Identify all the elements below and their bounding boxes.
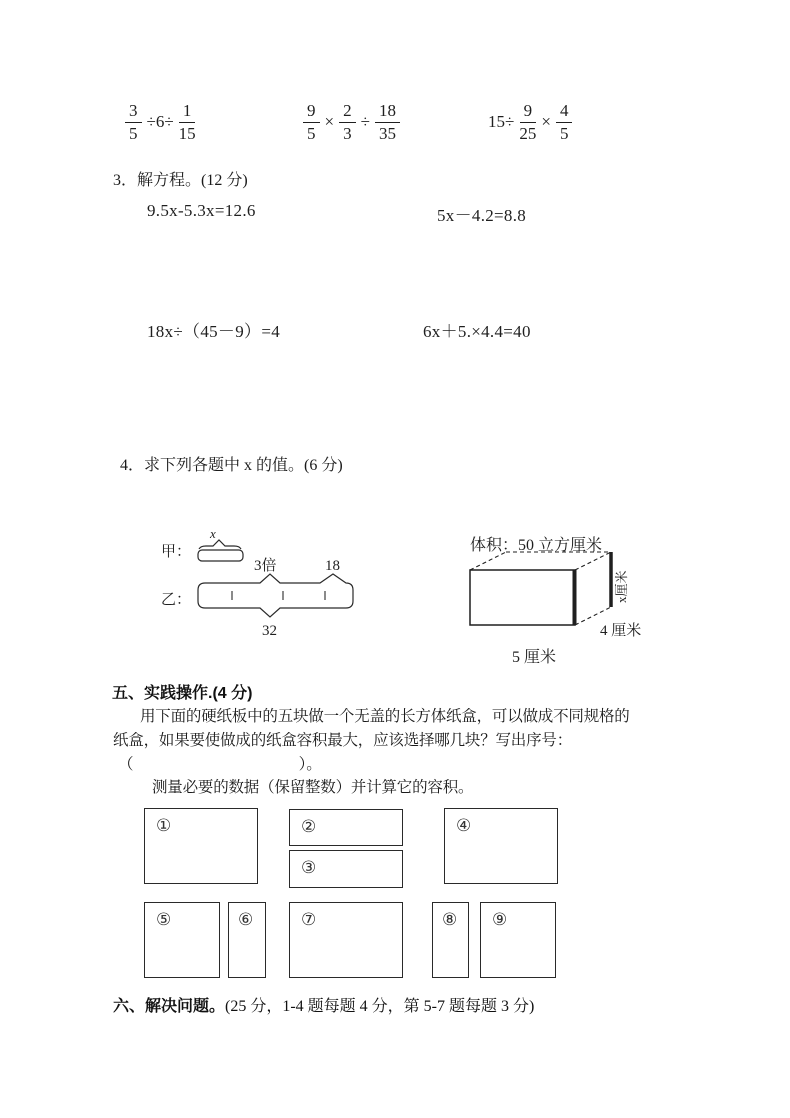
measure-instruction: 测量必要的数据（保留整数）并计算它的容积。 — [152, 779, 474, 796]
cuboid-top-left-edge — [470, 552, 506, 570]
depth-label: 4 厘米 — [600, 623, 642, 639]
math-operator: ÷6÷ — [146, 112, 174, 131]
cardboard-piece — [144, 808, 258, 884]
calc-expression-1 — [125, 96, 196, 148]
solve-section-title: 3．解方程。(12 分) — [113, 172, 248, 189]
fraction: $\frac{3}{5}$ — [125, 101, 142, 142]
equation-1: 9.5x-5.3x=12.6 — [147, 201, 256, 220]
fraction: $\frac{2}{3}$ — [339, 101, 356, 142]
cardboard-piece — [144, 902, 220, 978]
piece-number: ② — [301, 817, 317, 837]
cuboid-front-face — [470, 570, 575, 625]
practice-paragraph-line1: 用下面的硬纸板中的五块做一个无盖的长方体纸盒，可以做成不同规格的 — [140, 708, 630, 725]
height-x-label: x厘米 — [614, 570, 629, 603]
segment-18-label: 18 — [325, 558, 340, 574]
math-operator: 15÷ — [488, 112, 515, 131]
cardboard-piece — [289, 850, 403, 888]
yi-label: 乙： — [161, 592, 192, 608]
practice-paragraph-line2: 纸盒，如果要使做成的纸盒容积最大，应该选择哪几块？写出序号： — [113, 732, 573, 749]
yi-bar — [198, 574, 353, 617]
cardboard-piece — [444, 808, 558, 884]
cardboard-piece — [289, 902, 403, 978]
bar-diagram — [150, 522, 395, 647]
math-operator: × — [324, 112, 335, 131]
piece-number: ⑥ — [238, 910, 254, 930]
problems-title-text: 六、解决问题。 — [113, 998, 226, 1015]
piece-number: ⑤ — [156, 910, 172, 930]
piece-number: ⑨ — [492, 910, 508, 930]
cardboard-piece — [289, 809, 403, 846]
volume-label: 体积：50 立方厘米 — [470, 537, 603, 554]
math-operator: × — [541, 112, 551, 131]
cardboard-piece — [480, 902, 556, 978]
practice-section-title: 五、实践操作.(4 分) — [112, 685, 253, 702]
cardboard-piece — [432, 902, 469, 978]
calc-expression-2 — [303, 96, 400, 148]
cardboard-piece — [228, 902, 266, 978]
findx-section-title: 4．求下列各题中 x 的值。(6 分) — [120, 457, 343, 474]
piece-number: ③ — [301, 858, 317, 878]
problems-section-title — [113, 993, 534, 1016]
jia-bar — [198, 550, 243, 561]
equation-2: 5x－4.2=8.8 — [437, 206, 527, 225]
piece-number: ① — [156, 816, 172, 836]
problems-title-score: (25 分，1-4 题每题 4 分，第 5-7 题每题 3 分) — [225, 998, 535, 1015]
fraction: $\frac{18}{35}$ — [375, 101, 400, 142]
fraction: $\frac{4}{5}$ — [556, 101, 573, 142]
total-32-label: 32 — [262, 623, 277, 639]
cuboid-top-right-edge — [575, 552, 611, 570]
piece-number: ⑧ — [442, 910, 458, 930]
piece-number: ⑦ — [301, 910, 317, 930]
equation-4: 6x＋5.×4.4=40 — [423, 322, 531, 341]
jia-label: 甲： — [161, 544, 192, 560]
piece-number: ④ — [456, 816, 472, 836]
multiple-label: 3倍 — [254, 558, 277, 574]
fraction: $\frac{1}{15}$ — [178, 101, 196, 143]
answer-blank-line: （ ）。 — [118, 756, 322, 773]
fraction: $\frac{9}{25}$ — [519, 101, 537, 143]
width-label: 5 厘米 — [512, 649, 557, 666]
fraction: $\frac{9}{5}$ — [303, 101, 320, 142]
x-value-label: x — [210, 526, 216, 541]
math-operator: ÷ — [360, 112, 370, 131]
jia-overbrace — [199, 540, 241, 549]
calc-expression-3 — [483, 96, 572, 148]
equation-3: 18x÷（45－9）=4 — [147, 322, 281, 341]
box-diagram — [450, 525, 695, 670]
